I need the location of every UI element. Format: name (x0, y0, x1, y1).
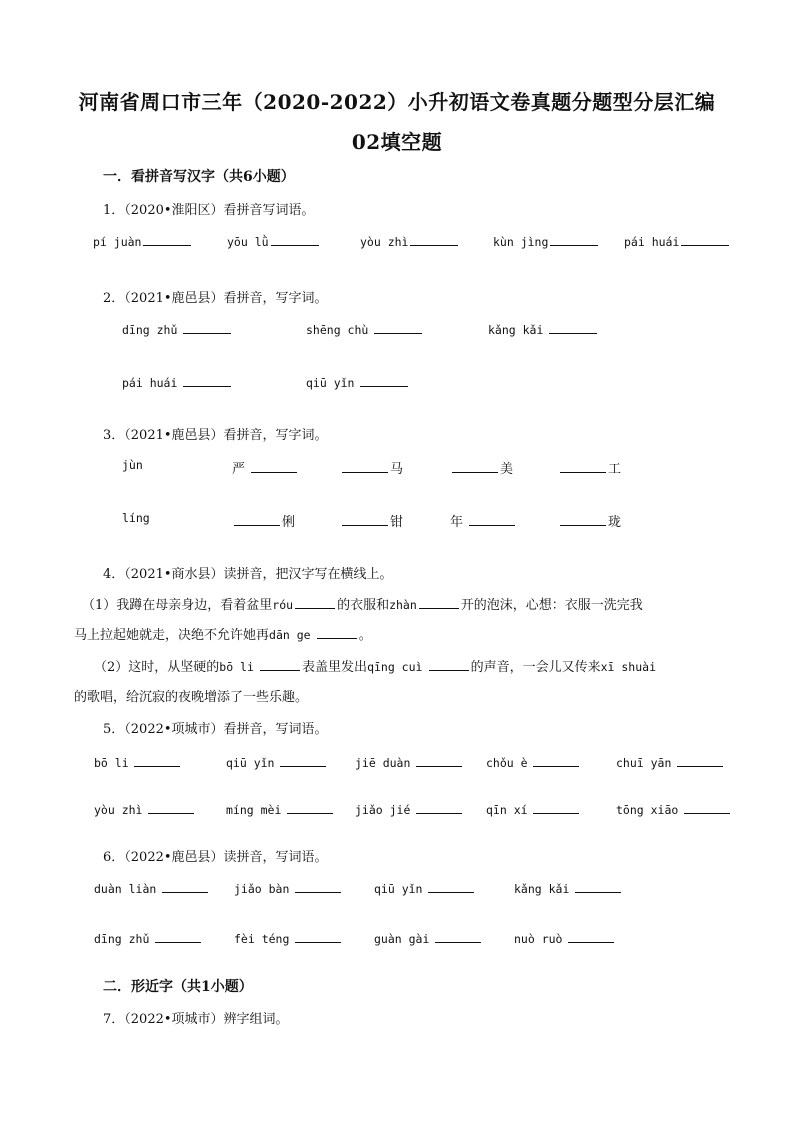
answer-item: qiū yǐn (306, 373, 410, 390)
pinyin-lead: líng (122, 511, 150, 525)
answer-item: jiǎo jié (355, 800, 464, 817)
answer-item: 美 (450, 458, 513, 477)
answer-blank[interactable] (575, 879, 621, 893)
answer-blank[interactable] (155, 929, 201, 943)
answer-item: shēng chù (306, 320, 424, 337)
answer-blank[interactable] (183, 320, 231, 334)
answer-item: kùn jìng (493, 232, 600, 249)
question-5-label: 5．（2022•项城市）看拼音，写词语。 (103, 722, 328, 737)
question-4-para-1-cont: 马上拉起她就走，决绝不允许她再dān ge 。 (74, 624, 372, 643)
answer-item: 俐 (232, 511, 295, 530)
answer-item: dīng zhǔ (122, 320, 233, 337)
section-heading-1: 一．看拼音写汉字（共6小题） (103, 169, 295, 185)
question-7-label: 7．（2022•项城市）辨字组词。 (103, 1012, 289, 1027)
answer-blank[interactable] (342, 512, 388, 526)
answer-blank[interactable] (162, 879, 208, 893)
answer-item: yōu lǜ (227, 232, 321, 249)
answer-blank[interactable] (568, 929, 614, 943)
answer-blank[interactable] (295, 879, 341, 893)
question-4-label: 4．（2021•商水县）读拼音，把汉字写在横线上。 (103, 567, 393, 582)
answer-item: tōng xiāo (616, 800, 732, 817)
answer-item: pái huái (122, 373, 233, 390)
question-6-label: 6．（2022•鹿邑县）读拼音，写词语。 (103, 850, 328, 865)
answer-item: kǎng kǎi (488, 320, 599, 337)
section-heading-2: 二．形近字（共1小题） (103, 979, 253, 995)
answer-blank[interactable] (183, 373, 231, 387)
answer-item: guàn gài (374, 929, 483, 946)
answer-blank[interactable] (677, 753, 723, 767)
answer-blank[interactable] (317, 625, 357, 639)
answer-blank[interactable] (429, 657, 469, 671)
answer-blank[interactable] (419, 595, 459, 609)
answer-item: jiē duàn (355, 753, 464, 770)
answer-blank[interactable] (134, 753, 180, 767)
pinyin-lead: jùn (122, 458, 143, 472)
answer-item: 年 (450, 511, 517, 530)
answer-blank[interactable] (684, 800, 730, 814)
answer-item: duàn liàn (94, 879, 210, 896)
answer-blank[interactable] (410, 232, 458, 246)
answer-item: jiǎo bàn (234, 879, 343, 896)
answer-blank[interactable] (295, 929, 341, 943)
answer-blank[interactable] (549, 320, 597, 334)
answer-blank[interactable] (416, 800, 462, 814)
answer-blank[interactable] (295, 595, 335, 609)
answer-item: chuī yān (616, 753, 725, 770)
question-4-para-2-cont: 的歌唱，给沉寂的夜晚增添了一些乐趣。 (74, 690, 309, 705)
answer-blank[interactable] (560, 512, 606, 526)
answer-item: qīn xí (486, 800, 581, 817)
answer-item: yòu zhì (360, 232, 460, 249)
answer-blank[interactable] (416, 753, 462, 767)
answer-blank[interactable] (560, 459, 606, 473)
answer-blank[interactable] (148, 800, 194, 814)
answer-item: chǒu è (486, 753, 581, 770)
answer-item: nuò ruò (514, 929, 616, 946)
answer-blank[interactable] (280, 753, 326, 767)
answer-blank[interactable] (374, 320, 422, 334)
answer-item: 钳 (340, 511, 403, 530)
answer-item: fèi téng (234, 929, 343, 946)
answer-item: pí juàn (93, 232, 193, 249)
answer-blank[interactable] (287, 800, 333, 814)
answer-blank[interactable] (271, 232, 319, 246)
answer-blank[interactable] (452, 459, 498, 473)
answer-blank[interactable] (533, 753, 579, 767)
answer-blank[interactable] (360, 373, 408, 387)
answer-item: 珑 (558, 511, 621, 530)
answer-blank[interactable] (681, 232, 729, 246)
answer-item: 马 (340, 458, 403, 477)
answer-blank[interactable] (469, 512, 515, 526)
answer-blank[interactable] (143, 232, 191, 246)
answer-item: kǎng kǎi (514, 879, 623, 896)
page-subtitle: 02填空题 (351, 130, 443, 154)
answer-item: pái huái (624, 232, 731, 249)
question-1-label: 1．（2020•淮阳区）看拼音写词语。 (103, 203, 315, 218)
answer-blank[interactable] (428, 879, 474, 893)
question-3-label: 3．（2021•鹿邑县）看拼音，写字词。 (103, 428, 328, 443)
answer-item: yòu zhì (94, 800, 196, 817)
question-2-label: 2．（2021•鹿邑县）看拼音，写字词。 (103, 291, 328, 306)
page-title: 河南省周口市三年（2020-2022）小升初语文卷真题分题型分层汇编 (78, 90, 716, 114)
answer-item: míng mèi (226, 800, 335, 817)
answer-item: qiū yǐn (374, 879, 476, 896)
answer-blank[interactable] (342, 459, 388, 473)
answer-blank[interactable] (435, 929, 481, 943)
answer-blank[interactable] (260, 657, 300, 671)
answer-item: bō li (94, 753, 182, 770)
question-4-para-1: （1）我蹲在母亲身边，看着盆里róu 的衣服和zhàn 开的泡沫，心想：衣服一洗完我 (82, 594, 643, 613)
answer-item: qiū yǐn (226, 753, 328, 770)
answer-blank[interactable] (533, 800, 579, 814)
answer-item: 工 (558, 458, 621, 477)
answer-blank[interactable] (550, 232, 598, 246)
answer-item: 严 (232, 458, 299, 477)
question-4-para-2: （2）这时，从坚硬的bō li 表盖里发出qīng cuì 的声音，一会儿又传来xī shuài (94, 656, 656, 675)
answer-item: dīng zhǔ (94, 929, 203, 946)
answer-blank[interactable] (251, 459, 297, 473)
answer-blank[interactable] (234, 512, 280, 526)
